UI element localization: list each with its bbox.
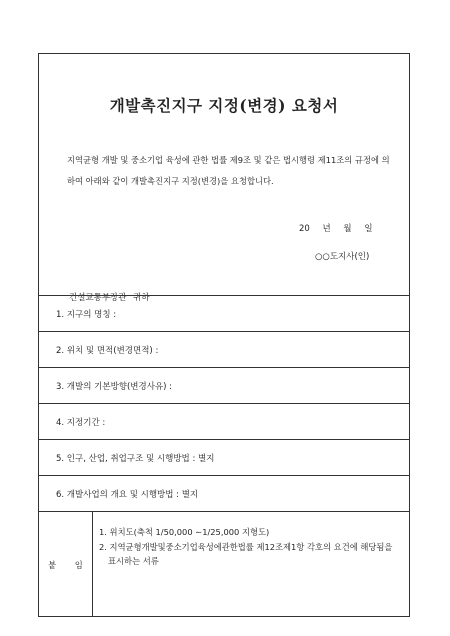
form-title: 개발촉진지구 지정(변경) 요청서 [109, 96, 339, 115]
item-row-location[interactable] [39, 331, 409, 367]
attachment-list [99, 525, 404, 569]
item-label: 2. 위치 및 면적(변경면적) : [56, 345, 159, 356]
addressee: 건설교통부장관 귀하 [69, 293, 150, 303]
item-label: 6. 개발사업의 개요 및 시행방법 : 별지 [56, 489, 199, 500]
attachment-section [39, 511, 409, 617]
signature-line: ○○도지사(인) [315, 252, 370, 262]
item-row-project[interactable] [39, 475, 409, 511]
item-row-period[interactable] [39, 403, 409, 439]
item-label: 1. 지구의 명칭 : [56, 309, 117, 320]
item-row-direction[interactable] [39, 367, 409, 403]
attachment-item: 1. 위치도(축척 1/50,000 ∼1/25,000 지형도) [99, 527, 270, 537]
item-label: 3. 개발의 기본방향(변경사유) : [56, 381, 173, 392]
attachment-item: 2. 지역균형개발및중소기업육성에관한법률 제12조제1항 각호의 요건에 해당됨을 [99, 541, 393, 552]
form-frame [38, 53, 410, 617]
item-label: 4. 지정기간 : [56, 417, 106, 428]
item-row-population[interactable] [39, 439, 409, 475]
date-line: 20 년 월 일 [299, 224, 373, 234]
attachment-label: 붙 임 [39, 512, 93, 617]
attachment-item-continued: 표시하는 서류 [108, 556, 159, 566]
item-row-name[interactable] [39, 295, 409, 331]
request-text: 지역균형 개발 및 중소기업 육성에 관한 법률 제9조 및 같은 법시행령 제11조의 규정에 의하여 아래와 같이 개발촉진지구 지정(변경)을 요청합니다. [67, 155, 390, 186]
item-label: 5. 인구, 산업, 취업구조 및 시행방법 : 별지 [56, 453, 215, 464]
